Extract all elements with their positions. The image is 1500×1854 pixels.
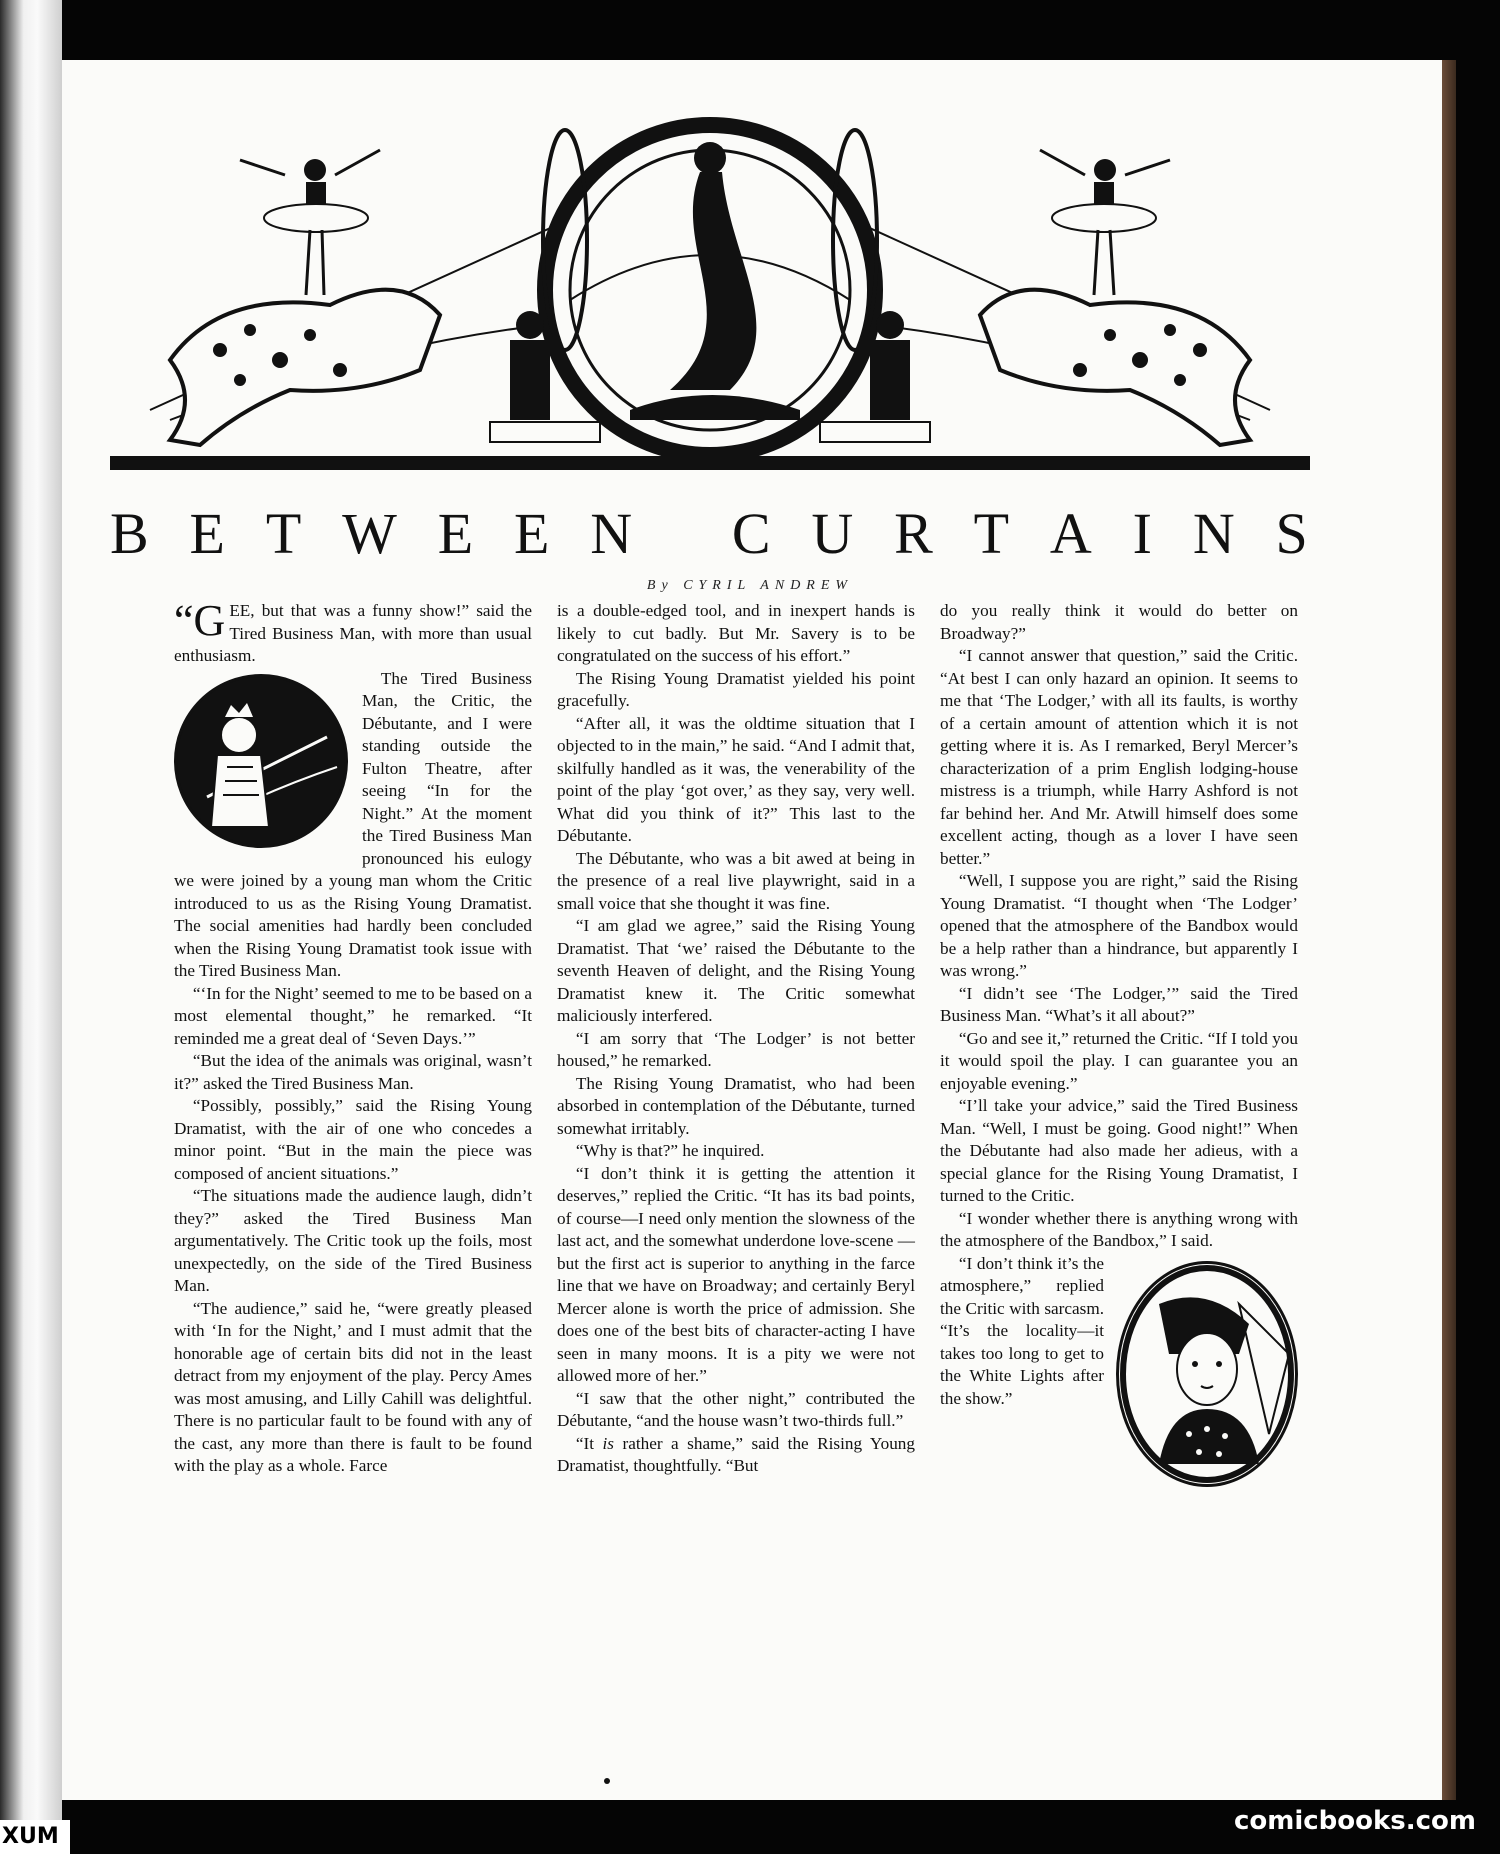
paragraph: “Why is that?” he inquired. [575,1141,765,1160]
drop-cap: “G [174,596,226,645]
paragraph: “I cannot answer that question,” said the Critic. “At best I can only hazard an opinion. It seems to me that ‘The Lodger,’ with all its faults, is worthy of a certain amount of attention which it is not getting where it is. As I remarked, Beryl Mercer’s characterization of a prim English lodging-house mistress is a triumph, while Harry Ashford is not far behind her. And Mr. Atwill himself does some excellent acting, though as a lover I have seen better.” [940,646,1298,868]
title-letter [673,500,693,567]
paragraph: “Well, I suppose you are right,” said the Rising Young Dramatist. “I thought when ‘The Lodger’ opened that the atmosphere of the Bandbox would be a help rather than a hindrance, but apparently I was wrong.” [940,871,1298,980]
paragraph: “The audience,” said he, “were greatly pleased with ‘In for the Night,’ and I must admit that the honorable age of certain bits did not in the least detract from my enjoyment of the play. Percy Ames was most amusing, and Lilly Cahill was delightful. There is no particular fault to be found with any of the cast, any more than there is fault to be found with the play as a whole. Farce [174,1298,532,1475]
paragraph: “I am glad we agree,” said the Rising Young Dramatist. That ‘we’ raised the Débutante to the seventh Heaven of delight, and the Rising Young Dramatist knew it. The Critic somewhat maliciously interfered. [557,916,915,1025]
paragraph: “I didn’t see ‘The Lodger,’” said the Tired Business Man. “What’s it all about?” [940,983,1298,1025]
paragraph-text: rather a shame,” said the Rising Young Dramatist, thoughtfully. “But [557,1433,915,1475]
title-letter: R [894,501,935,566]
title-letter: N [590,501,635,566]
binder-edge [1442,60,1456,1800]
title-letter: W [342,501,399,566]
paragraph: The Débutante, who was a bit awed at being in the presence of a real live playwright, said in a small voice that she thought it was fine. [557,848,915,913]
page-dot [604,1778,610,1784]
paragraph: “I wonder whether there is anything wrong with the atmosphere of the Bandbox,” I said. [940,1208,1298,1250]
paragraph-text: EE, but that was a funny show!” said the Tired Business Man, with more than usual enthusiasm. [174,601,532,665]
paragraph: “Go and see it,” returned the Critic. “If I told you it would spoil the play. I can guarantee you an enjoyable evening.” [940,1028,1298,1093]
byline: By CYRIL ANDREW [646,578,854,593]
article-column-3 [940,600,1298,1491]
paragraph-text: “It [575,1433,603,1453]
paragraph: “I saw that the other night,” contributed the Débutante, “and the house wasn’t two-thirds full.” [557,1388,915,1430]
paragraph: “I don’t think it’s the atmosphere,” replied the Critic with sarcasm. “It’s the locality—it takes too long to get to the White Lights after the show.” [940,1253,1104,1408]
paragraph: The Rising Young Dramatist yielded his point gracefully. [557,668,915,710]
left-page-edge [0,0,62,1854]
title-letter: B [110,501,151,566]
paragraph: is a double-edged tool, and in inexpert hands is likely to cut badly. But Mr. Savery is to be congratulated on the success of his effort.” [557,601,915,665]
title-letter: E [513,501,552,566]
lady-portrait-illustration [1116,1261,1298,1487]
circus-header-illustration [110,90,1310,490]
paragraph: “After all, it was the oldtime situation that I objected to in the main,” he said. “And I admit that, skilfully handled as it was, the venerability of the point of the play ‘got over,’ as they say, very well. What did you think of it?” This last to the Débutante. [557,713,915,845]
emphasis-text: is [602,1433,614,1453]
title-letter: E [189,501,227,566]
paragraph [557,1433,915,1478]
paragraph: “I don’t think it is getting the attention it deserves,” replied the Critic. “It has its bad points, of course—I need only mention the slowness of the last act, and the somewhat underdone love-scene —but the first act is superior to anything in the farce line that we have on Broadway; and certainly Beryl Mercer alone is worth the price of admission. She does one of the best bits of character-acting I have seen in many moons. It is a pity we were not allowed more of her.” [557,1163,915,1385]
article-title [110,500,1310,567]
title-letter: I [1132,501,1154,566]
paragraph [174,596,532,668]
title-letter: U [811,501,856,566]
title-letter: A [1049,501,1094,566]
paragraph: The Rising Young Dramatist, who had been absorbed in contemplation of the Débutante, turned somewhat irritably. [557,1073,915,1138]
paragraph: “‘In for the Night’ seemed to me to be based on a most elemental thought,” he remarked. “It reminded me a great deal of ‘Seven Days.’” [174,983,532,1048]
paragraph: “I am sorry that ‘The Lodger’ is not better housed,” he remarked. [557,1028,915,1070]
title-letter: T [973,501,1012,566]
paragraph: “The situations made the audience laugh, didn’t they?” asked the Tired Business Man argumentatively. The Critic took up the foils, most unexpectedly, on the side of the Tired Business Man. [174,1186,532,1295]
debutante-portrait-illustration [174,674,348,848]
paragraph: “But the idea of the animals was original, wasn’t it?” asked the Tired Business Man. [174,1051,532,1093]
title-letter: E [437,501,476,566]
paragraph: do you really think it would do better on Broadway?” [940,601,1298,643]
paragraph: “I’ll take your advice,” said the Tired Business Man. “Well, I must be going. Good night!” When the Débutante had also made her adieus, with a special glance for the Rising Young Dramatist, I turned to the Critic. [940,1096,1298,1205]
title-letter: N [1192,501,1237,566]
title-letter: C [731,501,773,566]
article-column-2 [557,600,915,1478]
watermark: comicbooks.com [1233,1806,1476,1836]
article-column-1 [174,596,532,1478]
paragraph: The Tired Business Man, the Critic, the Débutante, and I were standing outside the Fulton Theatre, after seeing “In for the Night.” At the moment the Tired Business Man pronounced his eulogy we were joined by a young man whom the Critic introduced to us as the Rising Young Dramatist. The social amenities had hardly been concluded when the Rising Young Dramatist took issue with the Tired Business Man. [174,668,532,980]
title-letter: S [1275,501,1310,566]
corner-tag: XUM [0,1820,70,1854]
paragraph: “Possibly, possibly,” said the Rising Young Dramatist, with the air of one who concedes a minor point. “But in the main the piece was composed of ancient situations.” [174,1096,532,1183]
title-letter: T [265,501,304,566]
